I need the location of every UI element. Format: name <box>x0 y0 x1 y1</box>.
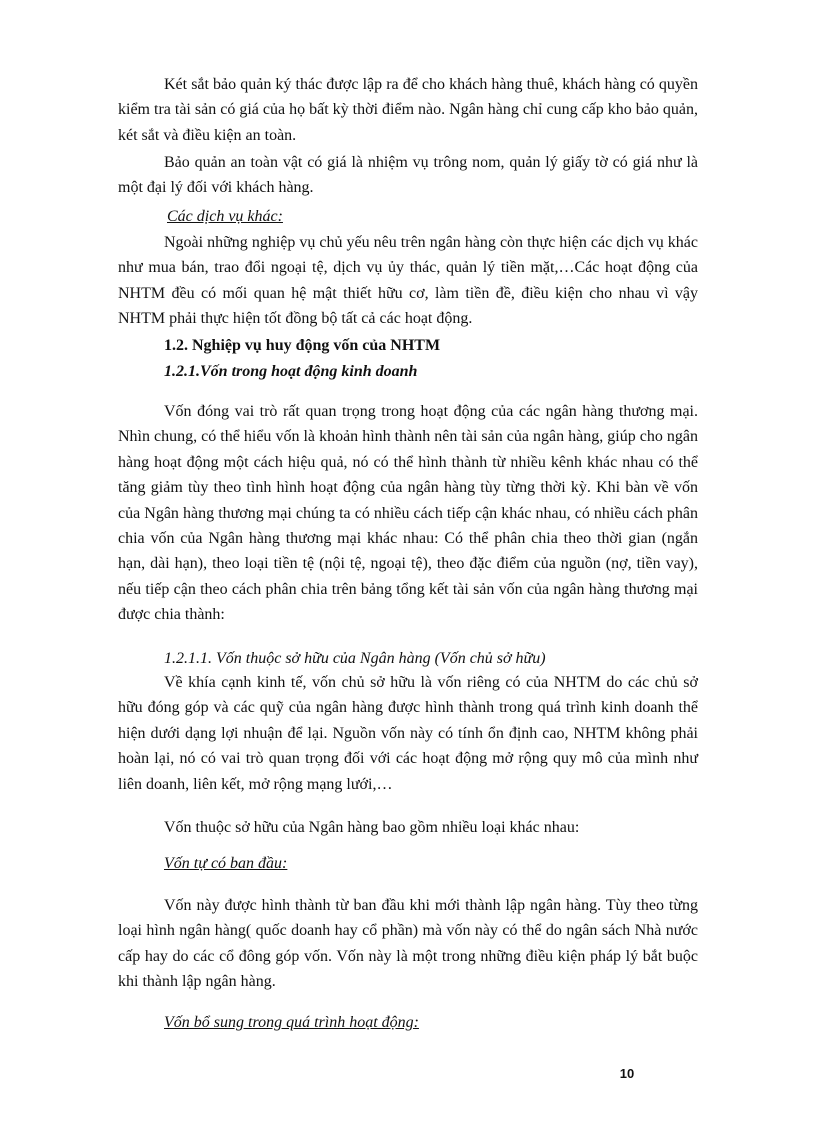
paragraph-capital-role: Vốn đóng vai trò rất quan trọng trong hoạt động của các ngân hàng thương mại. Nhìn chung, có thể hiểu vốn là khoản hình thành nên tài sản của ngân hàng, giúp cho ngân hàng hoạt động một cách hiệu quả, nó có thể hình thành từ nhiều kênh khác nhau có thể tăng giảm tùy theo tình hình hoạt động của ngân hàng tùy từng thời kỳ. Khi bàn về vốn của Ngân hàng thương mại chúng ta có nhiều cách tiếp cận khác nhau, có nhiều cách phân chia vốn của Ngân hàng thương mại khác nhau: Có thể phân chia theo thời gian (ngắn hạn, dài hạn), theo loại tiền tệ (nội tệ, ngoại tệ), theo đặc điểm của nguồn (nợ, tiền vay), nếu tiếp cận theo cách phân chia trên bảng tổng kết tài sản vốn của ngân hàng thương mại được chia thành: <box>118 403 698 624</box>
page-number: 10 <box>619 1066 635 1081</box>
label-other-services: Các dịch vụ khác: <box>167 208 283 225</box>
paragraph-other-services: Ngoài những nghiệp vụ chủ yếu nêu trên ngân hàng còn thực hiện các dịch vụ khác như mua bán, trao đổi ngoại tệ, dịch vụ ủy thác, quản lý tiền mặt,…Các hoạt động của NHTM đều có mối quan hệ mật thiết hữu cơ, làm tiền đề, điều kiện cho nhau vì vậy NHTM phải thực hiện tốt đồng bộ tất cả các hoạt động. <box>118 234 698 328</box>
label-initial-capital: Vốn tự có ban đầu: <box>164 855 288 872</box>
paragraph-initial-capital: Vốn này được hình thành từ ban đầu khi mới thành lập ngân hàng. Tùy theo từng loại hình ngân hàng( quốc doanh hay cổ phần) mà vốn này có thể do ngân sách Nhà nước cấp hay do các cổ đông góp vốn. Vốn này là một trong những điều kiện pháp lý bắt buộc khi thành lập ngân hàng. <box>118 897 698 991</box>
heading-1-2-1-1: 1.2.1.1. Vốn thuộc sở hữu của Ngân hàng (Vốn chủ sở hữu) <box>164 650 546 667</box>
paragraph-equity-types: Vốn thuộc sở hữu của Ngân hàng bao gồm nhiều loại khác nhau: <box>164 819 580 836</box>
paragraph-safe-deposit: Két sắt bảo quản ký thác được lập ra để cho khách hàng thuê, khách hàng có quyền kiểm tra tài sản có giá của họ bất kỳ thời điểm nào. Ngân hàng chỉ cung cấp kho bảo quản, két sắt và điều kiện an toàn. <box>118 76 698 144</box>
paragraph-safekeeping: Bảo quản an toàn vật có giá là nhiệm vụ trông nom, quản lý giấy tờ có giá như là một đại lý đối với khách hàng. <box>118 154 698 197</box>
heading-1-2-1: 1.2.1.Vốn trong hoạt động kinh doanh <box>164 363 418 380</box>
label-supplementary-capital: Vốn bổ sung trong quá trình hoạt động: <box>164 1014 419 1031</box>
heading-1-2: 1.2. Nghiệp vụ huy động vốn của NHTM <box>164 337 441 354</box>
paragraph-owner-equity: Về khía cạnh kinh tế, vốn chủ sở hữu là vốn riêng có của NHTM do các chủ sở hữu đóng góp và các quỹ của ngân hàng được hình thành trong quá trình kinh doanh thể hiện dưới dạng lợi nhuận để lại. Nguồn vốn này có tính ổn định cao, NHTM không phải hoàn lại, nó có vai trò quan trọng đối với các hoạt động mở rộng quy mô của mình như liên doanh, liên kết, mở rộng mạng lưới,… <box>118 674 698 793</box>
